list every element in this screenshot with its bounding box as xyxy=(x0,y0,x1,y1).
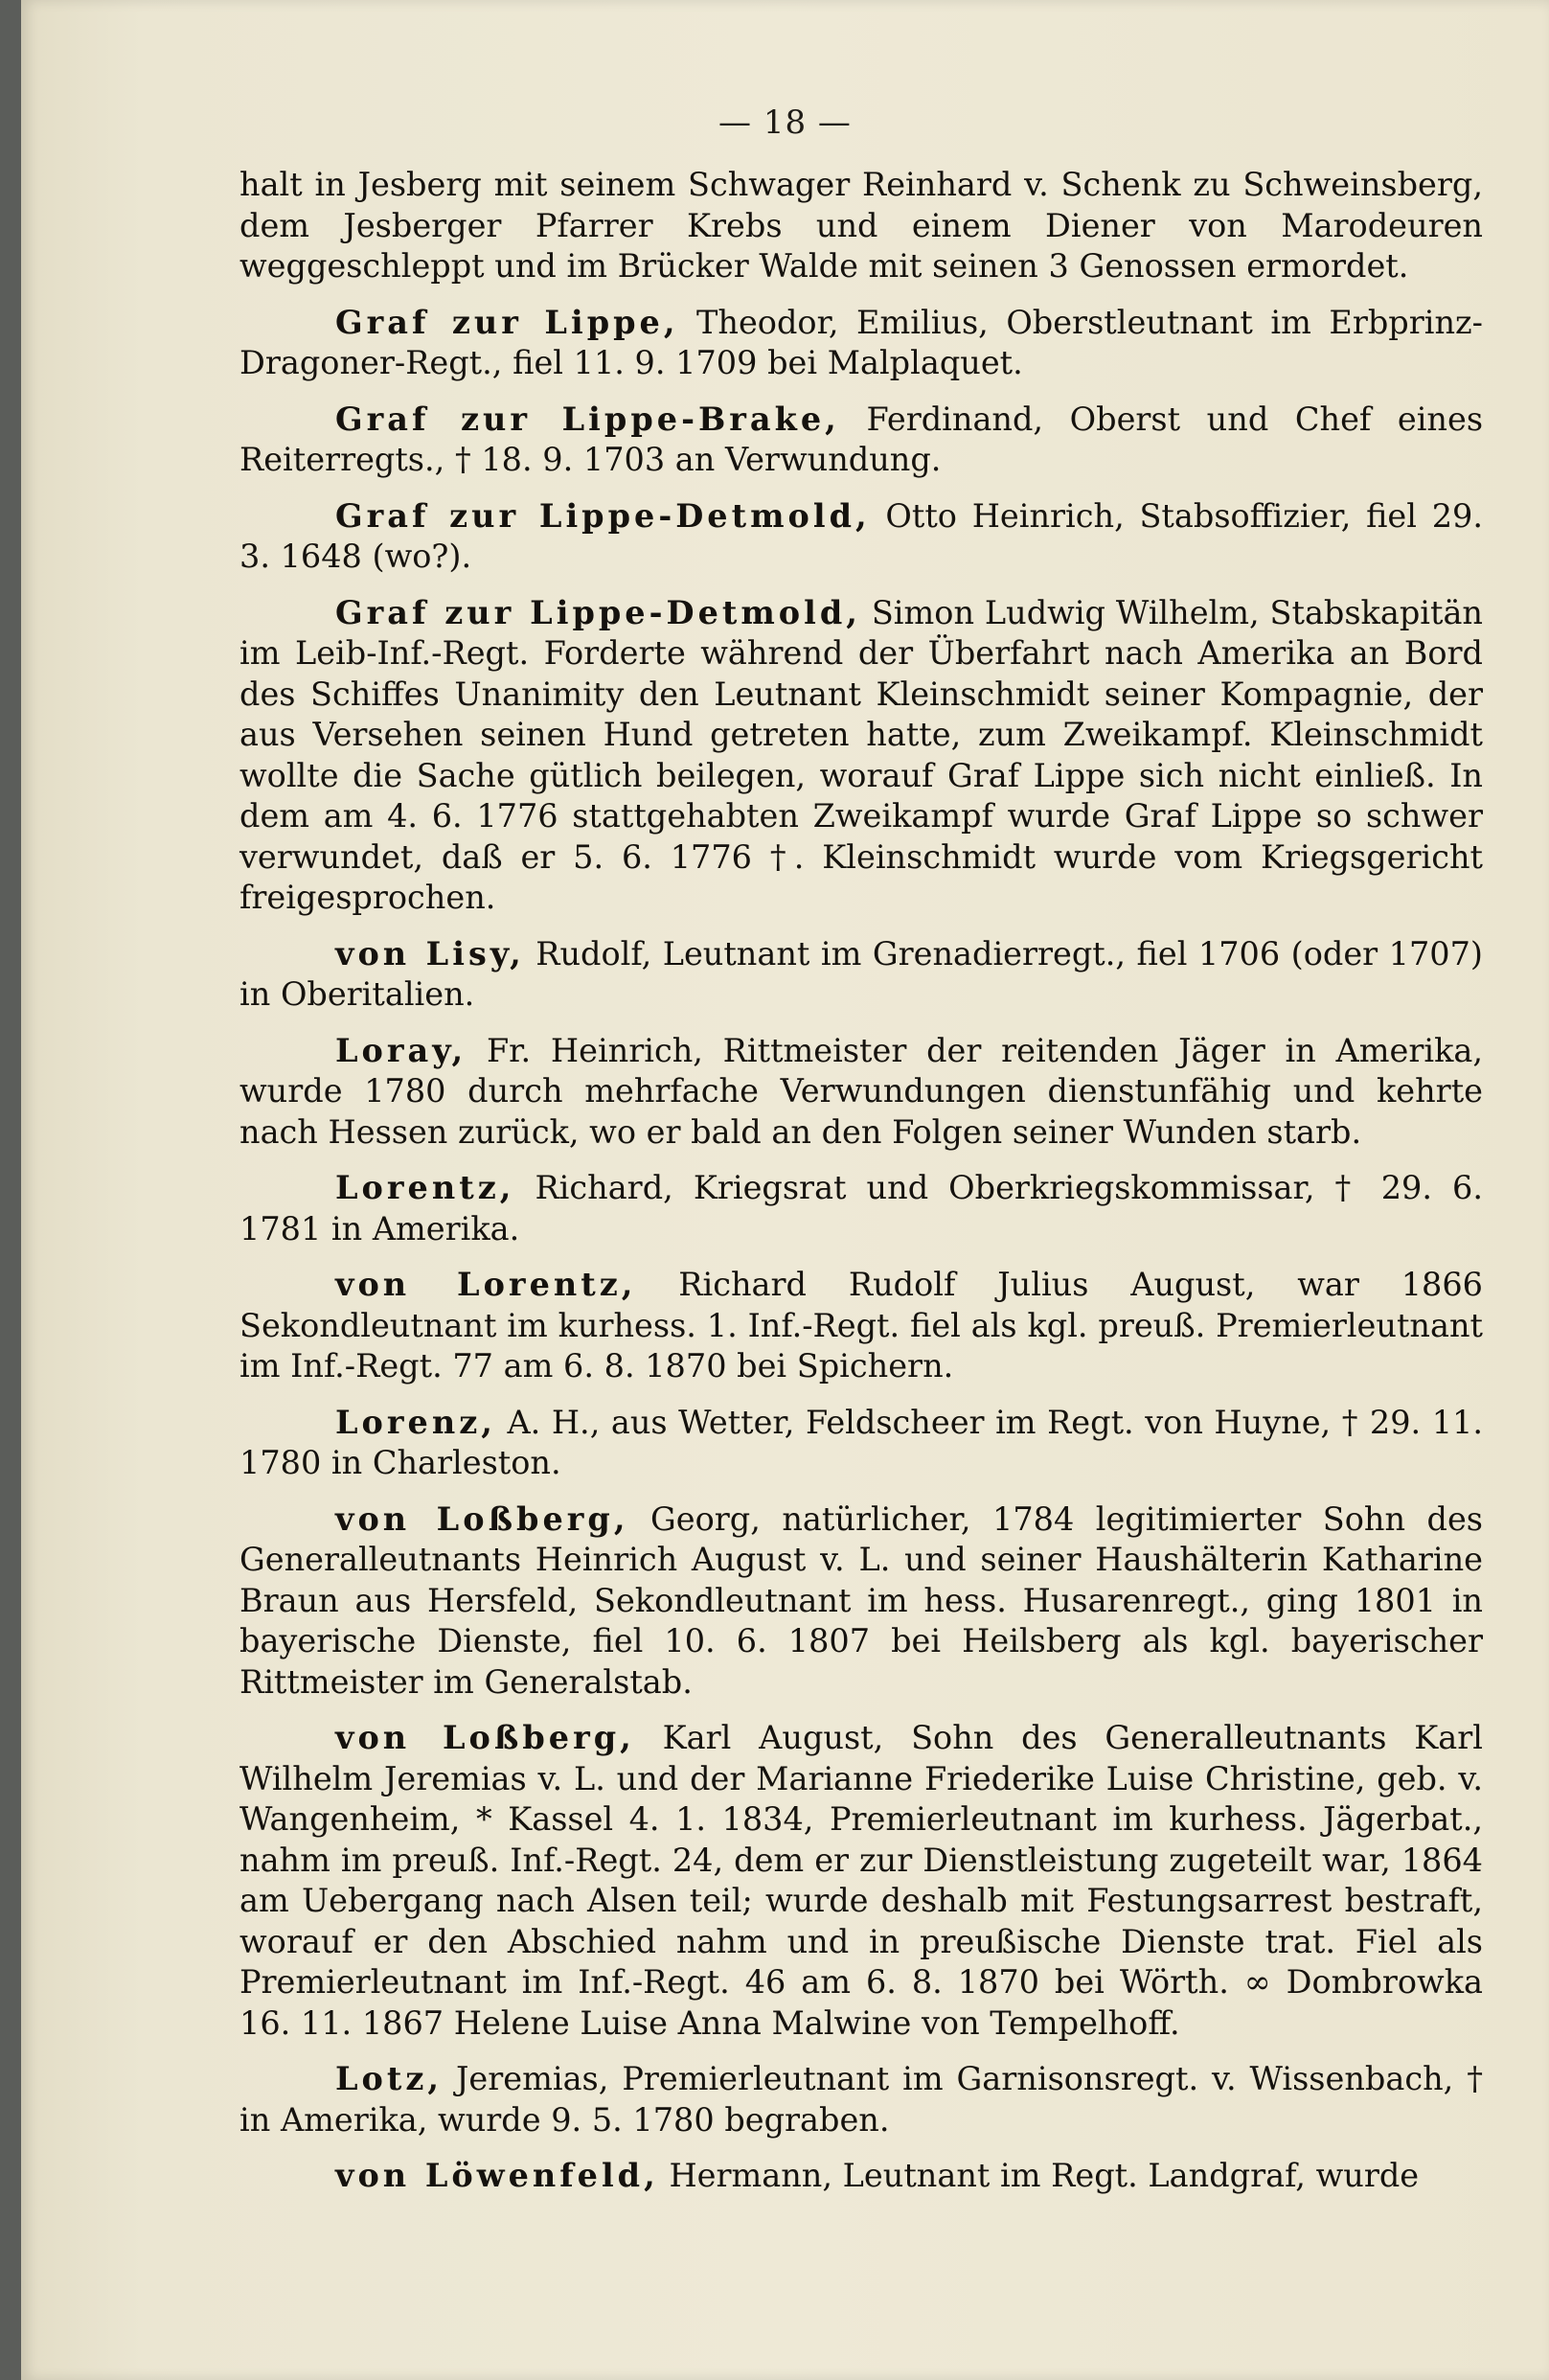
entry xyxy=(239,593,1483,919)
entry-text: Richard, Kriegsrat und Oberkriegskommissar, † 29. 6. 1781 in Amerika. xyxy=(239,1169,1483,1247)
entry-name: von Lisy, xyxy=(335,934,525,973)
entry-name: Loray, xyxy=(335,1031,467,1069)
entry xyxy=(239,934,1483,1016)
entry xyxy=(239,1718,1483,2044)
entry xyxy=(239,303,1483,384)
entry-name: von Löwenfeld, xyxy=(335,2157,659,2194)
entry-name: Graf zur Lippe, xyxy=(335,303,679,341)
book-page xyxy=(21,0,1549,2380)
entry xyxy=(239,2156,1483,2197)
entry xyxy=(239,2059,1483,2140)
entry-name: von Lorentz, xyxy=(335,1266,637,1303)
entry xyxy=(239,1265,1483,1387)
entry-text: Simon Ludwig Wilhelm, Stabskapitän im Leib-Inf.-Regt. Forderte während der Überfahrt nach Amerika an Bord des Schiffes Unanimity den Leutnant Kleinschmidt seiner Kompagnie, der aus Versehen seinen Hund getreten hatte, zum Zweikampf. Kleinschmidt wollte die Sache gütlich beilegen, worauf Graf Lippe sich nicht einließ. In dem am 4. 6. 1776 stattgehabten Zweikampf wurde Graf Lippe so schwer verwundet, daß er 5. 6. 1776 †. Kleinschmidt wurde vom Kriegsgericht freigesprochen. xyxy=(239,593,1483,916)
page-number: — 18 — xyxy=(718,103,852,142)
entry xyxy=(239,1168,1483,1249)
entry xyxy=(239,1031,1483,1154)
entry-list xyxy=(239,165,1483,2197)
entry-text-continued: halt in Jesberg mit seinem Schwager Reinhard v. Schenk zu Schweinsberg, dem Jesberger Pfarrer Krebs und einem Diener von Marodeuren weggeschleppt und im Brücker Walde mit seinen 3 Genossen ermordet. xyxy=(239,166,1483,285)
entry-text: Otto Heinrich, Stabsoffizier, fiel 29. 3. 1648 (wo?). xyxy=(239,496,1483,575)
entry xyxy=(239,496,1483,578)
entry-name: Lorenz, xyxy=(335,1403,496,1441)
entry-text: Hermann, Leutnant im Regt. Landgraf, wurde xyxy=(669,2157,1420,2194)
entry-text: Georg, natürlicher, 1784 legitimierter Sohn des Generalleutnants Heinrich August v. L. und seiner Haushälterin Katharine Braun aus Hersfeld, Sekondleutnant im hess. Husarenregt., ging 1801 in bayerische Dienste, fiel 10. 6. 1807 bei Heilsberg als kgl. bayerischer Rittmeister im Generalstab. xyxy=(239,1499,1483,1701)
entry-text: A. H., aus Wetter, Feldscheer im Regt. von Huyne, † 29. 11. 1780 in Charleston. xyxy=(239,1403,1483,1481)
entry xyxy=(239,1499,1483,1704)
entry-name: Graf zur Lippe-Brake, xyxy=(335,400,840,438)
entry-text: Fr. Heinrich, Rittmeister der reitenden Jäger in Amerika, wurde 1780 durch mehrfache Verwundungen dienstunfähig und kehrte nach Hessen zurück, wo er bald an den Folgen seiner Wunden starb. xyxy=(239,1031,1483,1151)
entry-name: Lorentz, xyxy=(335,1169,515,1206)
entry-text: Richard Rudolf Julius August, war 1866 Sekondleutnant im kurhess. 1. Inf.-Regt. fiel als kgl. preuß. Premierleutnant im Inf.-Regt. 77 am 6. 8. 1870 bei Spichern. xyxy=(239,1266,1483,1385)
entry-name: Graf zur Lippe-Detmold, xyxy=(335,593,861,631)
entry-text: Karl August, Sohn des Generalleutnants Karl Wilhelm Jeremias v. L. und der Marianne Friederike Luise Christine, geb. v. Wangenheim, * Kassel 4. 1. 1834, Premierleutnant im kurhess. Jägerbat., nahm im preuß. Inf.-Regt. 24, dem er zur Dienstleistung zugeteilt war, 1864 am Uebergang nach Alsen teil; wurde deshalb mit Festungsarrest bestraft, worauf er den Abschied nahm und in preußische Dienste trat. Fiel als Premierleutnant im Inf.-Regt. 46 am 6. 8. 1870 bei Wörth. ∞ Dombrowka 16. 11. 1867 Helene Luise Anna Malwine von Tempelhoff. xyxy=(239,1719,1484,2042)
entry-name: Graf zur Lippe-Detmold, xyxy=(335,496,871,535)
entry-name: Lotz, xyxy=(335,2060,444,2097)
entry-name: von Loßberg, xyxy=(335,1499,629,1538)
entry-text: Ferdinand, Oberst und Chef eines Reiterregts., † 18. 9. 1703 an Verwundung. xyxy=(239,400,1484,478)
entry-text: Rudolf, Leutnant im Grenadierregt., fiel 1706 (oder 1707) in Oberitalien. xyxy=(239,934,1483,1013)
entry-name: von Loßberg, xyxy=(335,1719,635,1756)
entry xyxy=(239,1403,1483,1484)
entry-text: Theodor, Emilius, Oberstleutnant im Erbprinz-Dragoner-Regt., fiel 11. 9. 1709 bei Malplaquet. xyxy=(239,303,1483,381)
entry xyxy=(239,400,1483,481)
entry-text: Jeremias, Premierleutnant im Garnisonsregt. v. Wissenbach, † in Amerika, wurde 9. 5. 1780 begraben. xyxy=(239,2060,1483,2139)
